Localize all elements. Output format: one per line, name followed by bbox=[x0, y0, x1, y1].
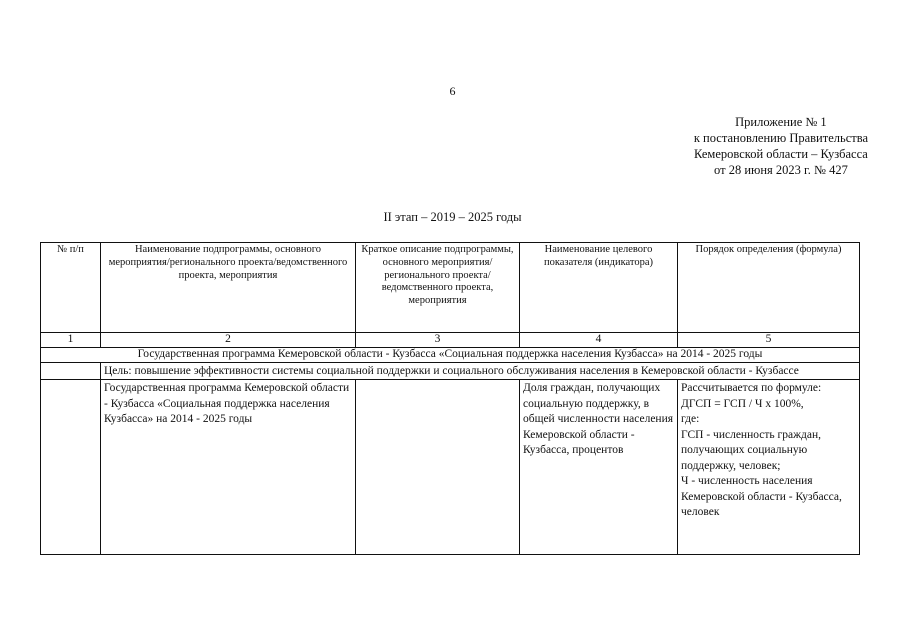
table-row bbox=[41, 380, 860, 555]
appendix-line-4: от 28 июня 2023 г. № 427 bbox=[714, 163, 848, 177]
program-table bbox=[40, 242, 860, 555]
goal-row bbox=[41, 362, 860, 380]
row-description bbox=[356, 380, 520, 555]
header-description: Краткое описание подпрограммы, основного мероприятия/ регионального проекта/ ведомственного проекта, мероприятия bbox=[356, 243, 520, 333]
formula-line: Рассчитывается по формуле: bbox=[681, 382, 822, 394]
appendix-line-1: Приложение № 1 bbox=[735, 115, 827, 129]
table-header-row bbox=[41, 243, 860, 333]
column-number: 4 bbox=[520, 333, 678, 348]
header-indicator: Наименование целевого показателя (индикатора) bbox=[520, 243, 678, 333]
header-formula: Порядок определения (формула) bbox=[678, 243, 860, 333]
row-indicator: Доля граждан, получающих социальную поддержку, в общей численности населения Кемеровской области - Кузбасса, процентов bbox=[520, 380, 678, 555]
formula-line: ГСП - численность граждан, получающих социальную поддержку, человек; bbox=[681, 428, 822, 472]
formula-line: Ч - численность населения Кемеровской области - Кузбасса, человек bbox=[681, 475, 842, 518]
column-number: 3 bbox=[356, 333, 520, 348]
header-name: Наименование подпрограммы, основного мероприятия/регионального проекта/ведомственного проекта, мероприятия bbox=[101, 243, 356, 333]
stage-title: II этап – 2019 – 2025 годы bbox=[383, 210, 522, 224]
program-title-row bbox=[41, 347, 860, 362]
column-number-row bbox=[41, 333, 860, 348]
appendix-line-3: Кемеровской области – Кузбасса bbox=[694, 147, 868, 161]
header-number: № п/п bbox=[41, 243, 101, 333]
row-name: Государственная программа Кемеровской области - Кузбасса «Социальная поддержка населения Кузбасса» на 2014 - 2025 годы bbox=[101, 380, 356, 555]
formula-line: где: bbox=[681, 413, 700, 425]
column-number: 1 bbox=[41, 333, 101, 348]
program-title: Государственная программа Кемеровской области - Кузбасса «Социальная поддержка населения Кузбасса» на 2014 - 2025 годы bbox=[41, 347, 860, 362]
appendix-block bbox=[694, 114, 868, 178]
goal-empty-cell bbox=[41, 362, 101, 380]
row-number bbox=[41, 380, 101, 555]
page-number: 6 bbox=[449, 84, 456, 98]
row-formula bbox=[678, 380, 860, 555]
column-number: 5 bbox=[678, 333, 860, 348]
column-number: 2 bbox=[101, 333, 356, 348]
formula-line: ДГСП = ГСП / Ч x 100%, bbox=[681, 397, 804, 410]
goal-text: Цель: повышение эффективности системы социальной поддержки и социального обслуживания населения в Кемеровской области - Кузбассе bbox=[101, 362, 860, 380]
appendix-line-2: к постановлению Правительства bbox=[693, 131, 868, 145]
